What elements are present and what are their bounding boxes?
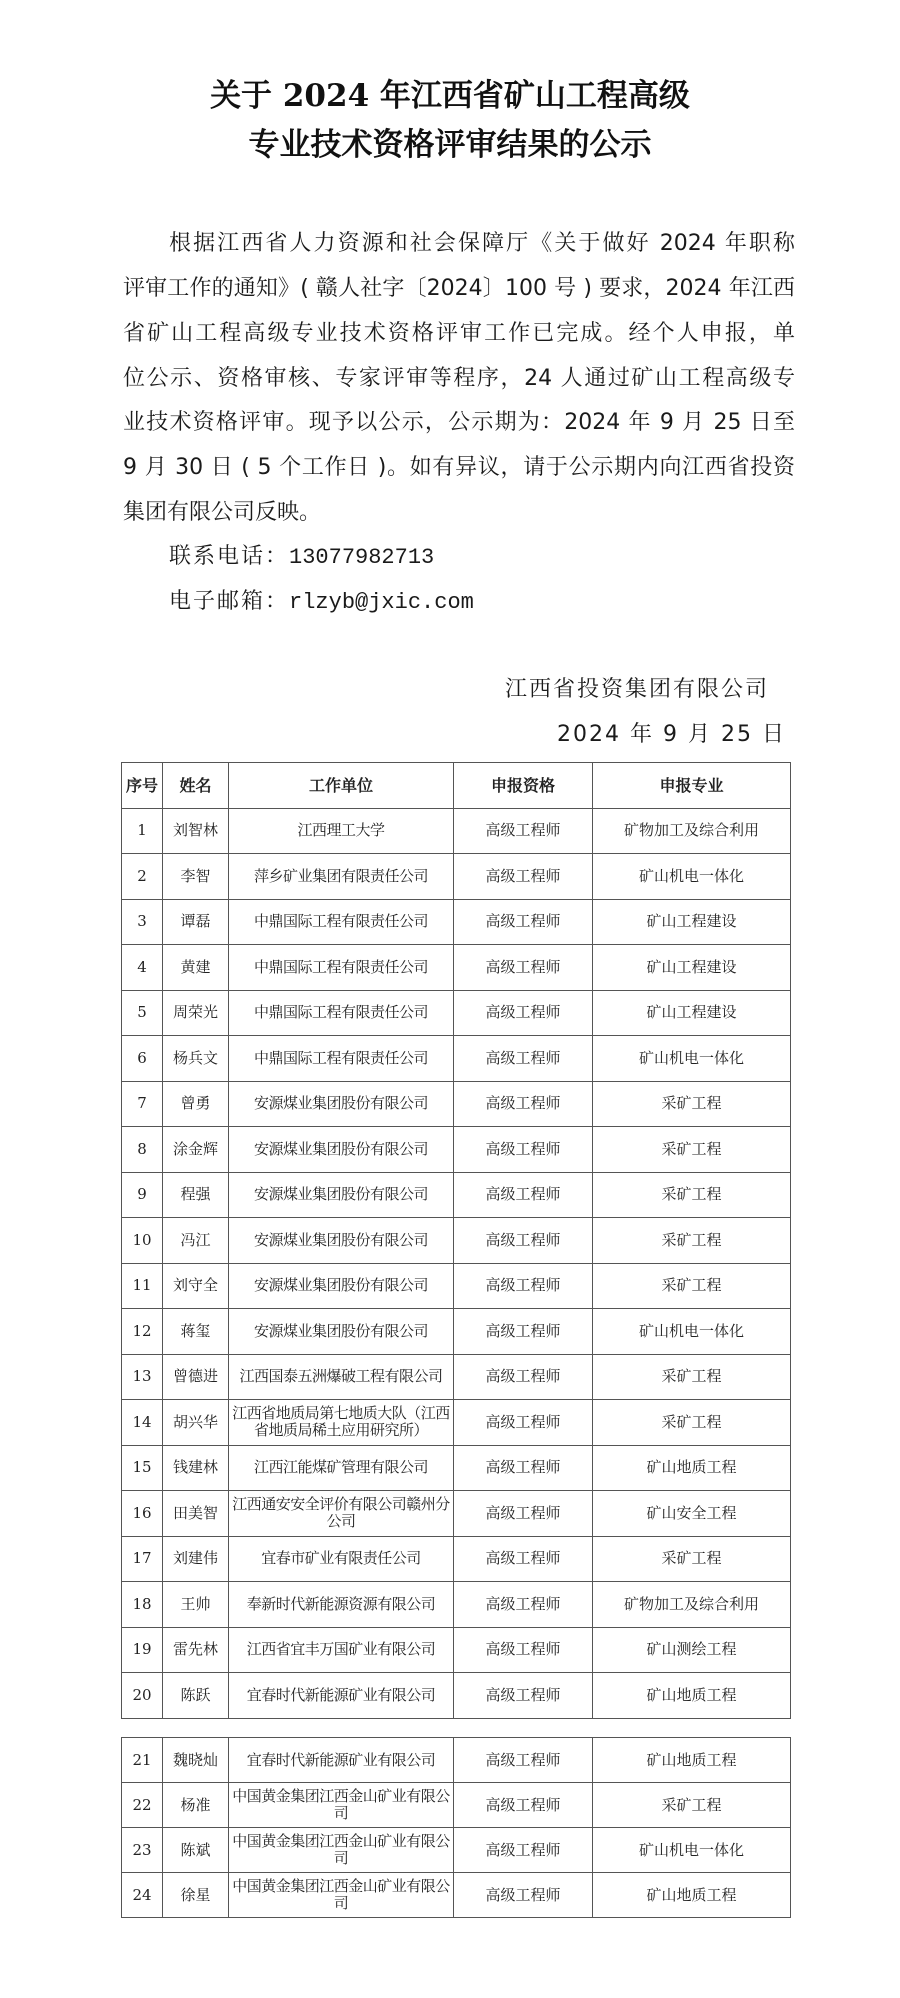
cell-major: 采矿工程 [593, 1354, 791, 1400]
cell-unit: 中国黄金集团江西金山矿业有限公司 [229, 1873, 454, 1918]
table-row [122, 1491, 791, 1537]
cell-qualification: 高级工程师 [454, 1263, 593, 1309]
cell-major: 采矿工程 [593, 1783, 791, 1828]
table-row [122, 945, 791, 991]
cell-qualification: 高级工程师 [454, 1828, 593, 1873]
cell-major: 矿山地质工程 [593, 1673, 791, 1719]
cell-no: 6 [122, 1036, 163, 1082]
cell-qualification: 高级工程师 [454, 1673, 593, 1719]
cell-no: 4 [122, 945, 163, 991]
body-line: 9 月 30 日 ( 5 个工作日 )。如有异议，请于公示期内向江西省投资 [123, 455, 795, 480]
document-title-line-1: 关于 2024 年江西省矿山工程高级 [210, 78, 690, 114]
cell-unit: 中国黄金集团江西金山矿业有限公司 [229, 1783, 454, 1828]
cell-name: 胡兴华 [163, 1400, 229, 1446]
results-table-continued [121, 1737, 791, 1918]
table-row [122, 1036, 791, 1082]
cell-unit: 中鼎国际工程有限责任公司 [229, 945, 454, 991]
body-line: 业技术资格评审。现予以公示，公示期为：2024 年 9 月 25 日至 [123, 410, 795, 435]
phone-label: 联系电话： [169, 544, 290, 569]
cell-name: 王帅 [163, 1582, 229, 1628]
signature-organization: 江西省投资集团有限公司 [505, 677, 770, 702]
cell-unit: 江西通安安全评价有限公司赣州分公司 [229, 1491, 454, 1537]
cell-qualification: 高级工程师 [454, 990, 593, 1036]
cell-unit: 江西省地质局第七地质大队（江西省地质局稀土应用研究所） [229, 1400, 454, 1446]
contact-phone [169, 534, 434, 580]
cell-unit: 江西国泰五洲爆破工程有限公司 [229, 1354, 454, 1400]
cell-name: 杨准 [163, 1783, 229, 1828]
cell-no: 9 [122, 1172, 163, 1218]
table-row [122, 1218, 791, 1264]
cell-no: 5 [122, 990, 163, 1036]
table-row [122, 1828, 791, 1873]
body-line: 集团有限公司反映。 [123, 500, 322, 525]
cell-no: 24 [122, 1873, 163, 1918]
results-table-body-continued [122, 1738, 791, 1918]
cell-no: 13 [122, 1354, 163, 1400]
cell-no: 3 [122, 899, 163, 945]
cell-no: 22 [122, 1783, 163, 1828]
cell-no: 7 [122, 1081, 163, 1127]
cell-qualification: 高级工程师 [454, 1127, 593, 1173]
cell-qualification: 高级工程师 [454, 1218, 593, 1264]
cell-qualification: 高级工程师 [454, 1491, 593, 1537]
cell-unit: 中国黄金集团江西金山矿业有限公司 [229, 1828, 454, 1873]
cell-name: 周荣光 [163, 990, 229, 1036]
cell-unit: 安源煤业集团股份有限公司 [229, 1081, 454, 1127]
cell-name: 曾勇 [163, 1081, 229, 1127]
table-header-row [122, 763, 791, 809]
table-row [122, 899, 791, 945]
cell-unit: 萍乡矿业集团有限责任公司 [229, 854, 454, 900]
cell-major: 矿山工程建设 [593, 945, 791, 991]
table-row [122, 1081, 791, 1127]
cell-qualification: 高级工程师 [454, 1081, 593, 1127]
cell-unit: 宜春时代新能源矿业有限公司 [229, 1673, 454, 1719]
table-row [122, 1627, 791, 1673]
table-row [122, 1263, 791, 1309]
table-row [122, 1783, 791, 1828]
cell-name: 徐星 [163, 1873, 229, 1918]
cell-qualification: 高级工程师 [454, 1627, 593, 1673]
table-row [122, 808, 791, 854]
table-row [122, 990, 791, 1036]
cell-no: 10 [122, 1218, 163, 1264]
cell-major: 采矿工程 [593, 1172, 791, 1218]
cell-unit: 奉新时代新能源资源有限公司 [229, 1582, 454, 1628]
cell-name: 钱建林 [163, 1445, 229, 1491]
cell-no: 15 [122, 1445, 163, 1491]
cell-name: 冯江 [163, 1218, 229, 1264]
cell-name: 刘建伟 [163, 1536, 229, 1582]
results-table-body [122, 808, 791, 1718]
table-row [122, 1673, 791, 1719]
cell-no: 8 [122, 1127, 163, 1173]
cell-major: 采矿工程 [593, 1218, 791, 1264]
cell-name: 田美智 [163, 1491, 229, 1537]
cell-major: 矿山地质工程 [593, 1445, 791, 1491]
cell-major: 矿山机电一体化 [593, 854, 791, 900]
cell-name: 刘守全 [163, 1263, 229, 1309]
cell-unit: 安源煤业集团股份有限公司 [229, 1127, 454, 1173]
cell-unit: 安源煤业集团股份有限公司 [229, 1263, 454, 1309]
cell-name: 陈跃 [163, 1673, 229, 1719]
table-row [122, 1873, 791, 1918]
cell-no: 19 [122, 1627, 163, 1673]
header-no: 序号 [122, 763, 163, 809]
table-row [122, 1536, 791, 1582]
cell-qualification: 高级工程师 [454, 1738, 593, 1783]
cell-no: 23 [122, 1828, 163, 1873]
header-major: 申报专业 [593, 763, 791, 809]
table-row [122, 1738, 791, 1783]
cell-name: 雷先林 [163, 1627, 229, 1673]
cell-no: 20 [122, 1673, 163, 1719]
cell-unit: 安源煤业集团股份有限公司 [229, 1172, 454, 1218]
cell-name: 魏晓灿 [163, 1738, 229, 1783]
cell-no: 21 [122, 1738, 163, 1783]
cell-no: 17 [122, 1536, 163, 1582]
cell-qualification: 高级工程师 [454, 1036, 593, 1082]
cell-name: 谭磊 [163, 899, 229, 945]
cell-major: 矿山机电一体化 [593, 1036, 791, 1082]
contact-email [169, 579, 474, 625]
cell-name: 程强 [163, 1172, 229, 1218]
cell-qualification: 高级工程师 [454, 1172, 593, 1218]
cell-name: 曾德进 [163, 1354, 229, 1400]
table-row [122, 1127, 791, 1173]
cell-major: 采矿工程 [593, 1081, 791, 1127]
cell-major: 采矿工程 [593, 1127, 791, 1173]
header-unit: 工作单位 [229, 763, 454, 809]
body-line: 省矿山工程高级专业技术资格评审工作已完成。经个人申报，单 [123, 321, 795, 346]
cell-no: 1 [122, 808, 163, 854]
cell-major: 矿山地质工程 [593, 1873, 791, 1918]
cell-qualification: 高级工程师 [454, 1582, 593, 1628]
cell-major: 矿物加工及综合利用 [593, 1582, 791, 1628]
cell-unit: 江西理工大学 [229, 808, 454, 854]
header-name: 姓名 [163, 763, 229, 809]
cell-no: 11 [122, 1263, 163, 1309]
cell-qualification: 高级工程师 [454, 854, 593, 900]
cell-name: 刘智林 [163, 808, 229, 854]
cell-major: 矿山机电一体化 [593, 1828, 791, 1873]
header-qualification: 申报资格 [454, 763, 593, 809]
cell-major: 采矿工程 [593, 1400, 791, 1446]
cell-major: 矿山工程建设 [593, 899, 791, 945]
body-line: 位公示、资格审核、专家评审等程序，24 人通过矿山工程高级专 [123, 366, 795, 391]
email-label: 电子邮箱： [169, 589, 290, 614]
cell-no: 18 [122, 1582, 163, 1628]
cell-major: 矿山测绘工程 [593, 1627, 791, 1673]
cell-unit: 中鼎国际工程有限责任公司 [229, 990, 454, 1036]
cell-qualification: 高级工程师 [454, 1536, 593, 1582]
document-title-line-2: 专业技术资格评审结果的公示 [248, 127, 652, 163]
cell-unit: 宜春市矿业有限责任公司 [229, 1536, 454, 1582]
cell-qualification: 高级工程师 [454, 1445, 593, 1491]
cell-qualification: 高级工程师 [454, 808, 593, 854]
cell-no: 14 [122, 1400, 163, 1446]
cell-qualification: 高级工程师 [454, 1354, 593, 1400]
cell-name: 涂金辉 [163, 1127, 229, 1173]
phone-number: 13077982713 [289, 545, 435, 570]
cell-unit: 宜春时代新能源矿业有限公司 [229, 1738, 454, 1783]
cell-no: 12 [122, 1309, 163, 1355]
table-row [122, 854, 791, 900]
cell-qualification: 高级工程师 [454, 1400, 593, 1446]
signature-date: 2024 年 9 月 25 日 [557, 722, 786, 747]
table-row [122, 1445, 791, 1491]
body-line: 根据江西省人力资源和社会保障厅《关于做好 2024 年职称 [169, 231, 795, 256]
cell-major: 矿山工程建设 [593, 990, 791, 1036]
table-row [122, 1354, 791, 1400]
cell-name: 杨兵文 [163, 1036, 229, 1082]
cell-unit: 安源煤业集团股份有限公司 [229, 1309, 454, 1355]
cell-name: 李智 [163, 854, 229, 900]
cell-major: 采矿工程 [593, 1263, 791, 1309]
cell-qualification: 高级工程师 [454, 899, 593, 945]
cell-no: 2 [122, 854, 163, 900]
table-row [122, 1400, 791, 1446]
results-table [121, 762, 791, 1719]
cell-unit: 中鼎国际工程有限责任公司 [229, 1036, 454, 1082]
cell-qualification: 高级工程师 [454, 1783, 593, 1828]
cell-name: 蒋玺 [163, 1309, 229, 1355]
table-row [122, 1309, 791, 1355]
cell-no: 16 [122, 1491, 163, 1537]
cell-unit: 安源煤业集团股份有限公司 [229, 1218, 454, 1264]
table-row [122, 1172, 791, 1218]
table-row [122, 1582, 791, 1628]
email-address[interactable]: rlzyb@jxic.com [289, 590, 474, 615]
cell-unit: 江西江能煤矿管理有限公司 [229, 1445, 454, 1491]
cell-name: 陈斌 [163, 1828, 229, 1873]
cell-major: 矿山地质工程 [593, 1738, 791, 1783]
cell-unit: 江西省宜丰万国矿业有限公司 [229, 1627, 454, 1673]
cell-qualification: 高级工程师 [454, 1309, 593, 1355]
body-line: 评审工作的通知》( 赣人社字〔2024〕100 号 ) 要求，2024 年江西 [123, 276, 795, 301]
cell-major: 矿物加工及综合利用 [593, 808, 791, 854]
cell-major: 矿山机电一体化 [593, 1309, 791, 1355]
cell-major: 采矿工程 [593, 1536, 791, 1582]
cell-major: 矿山安全工程 [593, 1491, 791, 1537]
cell-unit: 中鼎国际工程有限责任公司 [229, 899, 454, 945]
cell-name: 黄建 [163, 945, 229, 991]
cell-qualification: 高级工程师 [454, 1873, 593, 1918]
cell-qualification: 高级工程师 [454, 945, 593, 991]
